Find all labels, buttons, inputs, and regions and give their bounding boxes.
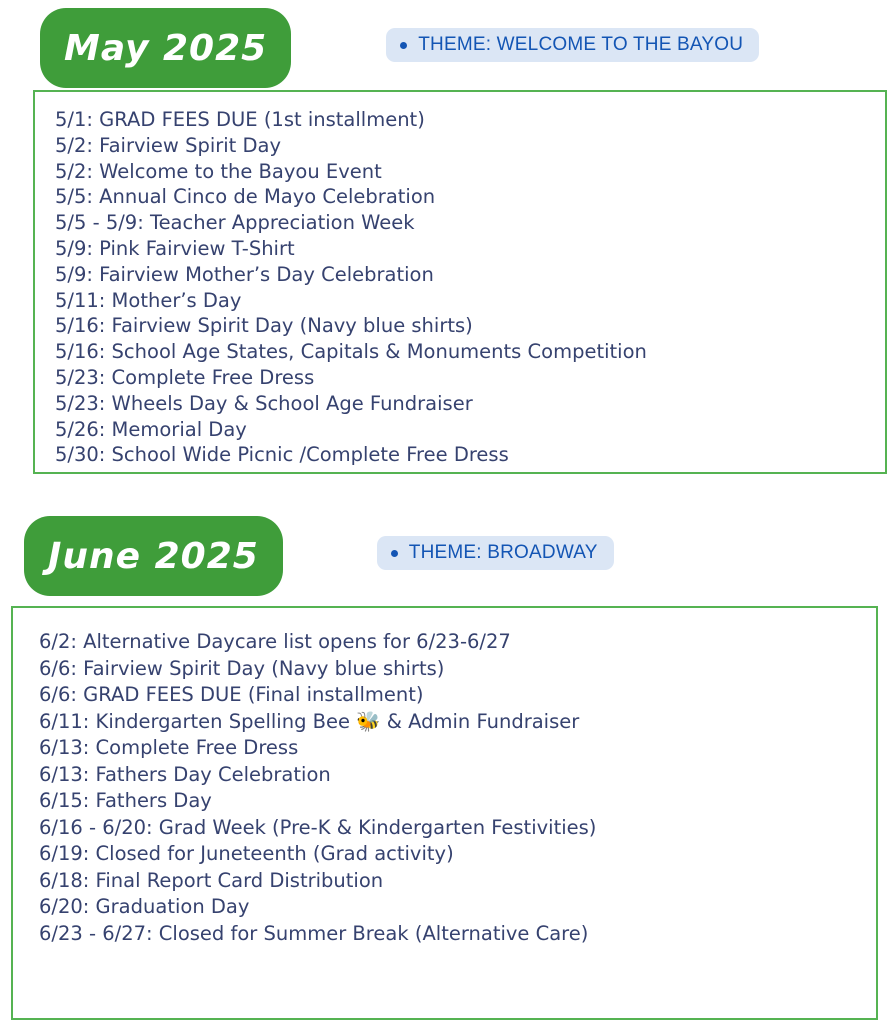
- may-header: [40, 8, 888, 88]
- event-item: 6/6: Fairview Spirit Day (Navy blue shirts): [39, 656, 445, 680]
- events-box-june: [11, 606, 878, 1020]
- event-item: 5/23: Wheels Day & School Age Fundraiser: [55, 391, 473, 415]
- event-item: 5/16: School Age States, Capitals & Monuments Competition: [55, 340, 647, 364]
- month-section-may: [0, 8, 888, 474]
- event-item: 5/23: Complete Free Dress: [55, 365, 315, 389]
- event-item: 6/13: Complete Free Dress: [39, 736, 299, 759]
- theme-pill-may: [386, 28, 759, 62]
- event-item: 6/2: Alternative Daycare list opens for 6/23-6/27: [39, 630, 511, 653]
- event-item: 5/9: Fairview Mother’s Day Celebration: [55, 262, 434, 286]
- event-item: 6/6: GRAD FEES DUE (Final installment): [39, 683, 424, 706]
- events-box-may: [33, 90, 887, 474]
- event-item: 5/11: Mother’s Day: [55, 288, 242, 312]
- event-item: 6/16 - 6/20: Grad Week (Pre-K & Kindergarten Festivities): [39, 815, 597, 839]
- event-item: 5/5: Annual Cinco de Mayo Celebration: [55, 185, 436, 209]
- event-item: 5/16: Fairview Spirit Day (Navy blue shirts): [55, 314, 473, 338]
- month-badge-may: May 2025: [40, 8, 291, 88]
- event-item: 5/2: Welcome to the Bayou Event: [55, 159, 382, 183]
- event-item: 6/19: Closed for Juneteenth (Grad activity): [39, 842, 454, 865]
- event-item: 6/15: Fathers Day: [39, 789, 212, 812]
- month-badge-june: June 2025: [24, 516, 283, 596]
- bullet-icon: [400, 42, 407, 49]
- bullet-icon: [391, 550, 398, 557]
- event-item: 6/13: Fathers Day Celebration: [39, 762, 331, 786]
- theme-label-june: THEME: BROADWAY: [408, 542, 598, 563]
- event-item: 5/9: Pink Fairview T-Shirt: [55, 236, 295, 260]
- event-item: 5/2: Fairview Spirit Day: [55, 133, 282, 157]
- theme-pill-june: [377, 536, 614, 570]
- event-item: 5/30: School Wide Picnic /Complete Free Dress: [55, 443, 509, 467]
- month-section-june: [0, 516, 888, 1020]
- event-item: 5/26: Memorial Day: [55, 417, 247, 441]
- event-item: 5/5 - 5/9: Teacher Appreciation Week: [55, 211, 415, 235]
- june-header: [24, 516, 888, 596]
- event-item: 6/18: Final Report Card Distribution: [39, 868, 384, 892]
- theme-label-may: THEME: WELCOME TO THE BAYOU: [418, 34, 744, 55]
- event-item: 6/20: Graduation Day: [39, 895, 250, 918]
- event-item: 6/23 - 6/27: Closed for Summer Break (Alternative Care): [39, 921, 589, 945]
- event-item: 6/11: Kindergarten Spelling Bee 🐝 & Admin Fundraiser: [39, 709, 580, 733]
- event-item: 5/1: GRAD FEES DUE (1st installment): [55, 108, 425, 131]
